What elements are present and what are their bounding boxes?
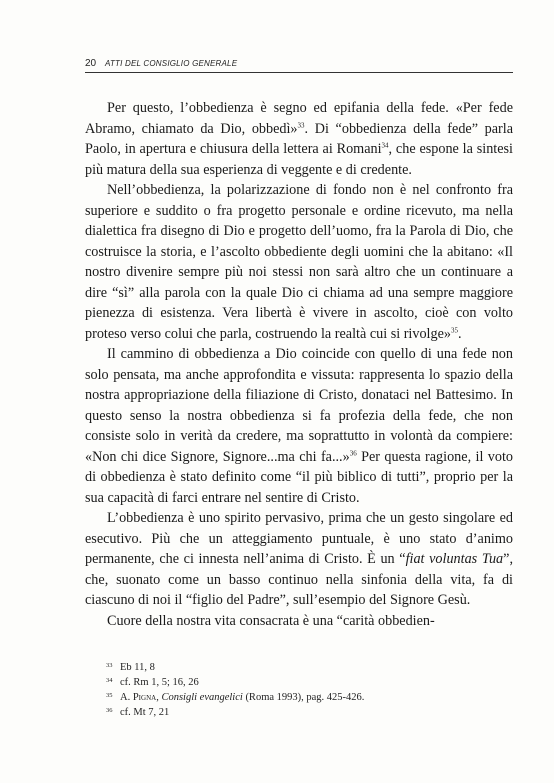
page-number: 20 (85, 58, 97, 69)
footnote-number: 34 (106, 677, 113, 684)
text-run: , che espone la sintesi più matura della sua esperienza di veggente e di credente. (85, 141, 513, 178)
footnote-number: 33 (106, 662, 113, 669)
text-run: A. (120, 692, 133, 703)
footnote-ref: 35 (451, 325, 458, 334)
footnote-number: 36 (106, 707, 113, 714)
body-text (85, 98, 513, 631)
text-run: Il cammino di obbedienza a Dio coincide con quello di una fede non solo pensata, ma anche approfondita e vissuta: rappresenta lo spazio della nostra appropriazione della filiazione di Cristo, donataci nel Battesimo. In questo senso la nostra obbedienza si fa profezia della fede, che non consiste solo in verità da credere, ma soprattutto in volontà da compiere: «Non chi dice Signore, Signore...ma chi fa...» (85, 346, 513, 465)
text-run: Cuore della nostra vita consacrata è una “carità obbedien- (107, 612, 435, 629)
footnote (106, 675, 506, 690)
text-run: ”, che, suonato come un basso continuo nella sinfonia della vita, fa di ciascuno di noi il “figlio del Padre”, sull’esempio del Signore Gesù. (85, 551, 513, 608)
footnote-ref: 33 (297, 120, 305, 129)
paragraph (85, 344, 513, 508)
paragraph (85, 508, 513, 611)
footnote-ref: 34 (381, 141, 389, 150)
footnote-ref: 36 (349, 448, 357, 457)
footnote (106, 705, 506, 720)
footnote-number: 35 (106, 692, 113, 699)
paragraph (85, 611, 513, 632)
footnote (106, 690, 506, 705)
author-name: Pigna (132, 692, 157, 703)
text-run: , (156, 692, 162, 703)
paragraph (85, 98, 513, 180)
text-run: L’obbedienza è uno spirito pervasivo, prima che un gesto singolare ed esecutivo. Più che un atteggiamento puntuale, è uno stato d’animo permanente, che ci innesta nell’anima di Cristo. È un “ (85, 510, 513, 567)
text-run: Per questa ragione, il voto di obbedienza è stato definito come “il più biblico di tutti”, proprio per la sua capacità di farci entrare nel sentire di Cristo. (85, 448, 513, 506)
running-header (85, 58, 513, 73)
italic-text: Consigli evangelici (161, 692, 243, 703)
text-run: Nell’obbedienza, la polarizzazione di fondo non è nel confronto fra superiore e suddito o fra progetto personale e ordine ricevuto, ma nella dialettica fra disegno di Dio e progetto dell’uomo, fra la Parola di Dio, che costruisce la storia, e l’ascolto obbediente degli uomini che la abitano: «Il nostro divenire sempre più noi stessi non sarà altro che un continuare a dire “sì” alla parola con la quale Dio ci chiama ad una sempre maggiore pienezza di esistenza. Vera libertà è vivere in ascolto, cioè con volto proteso verso colui che parla, costruendo la realtà cui si rivolge» (85, 182, 513, 342)
text-run: . Di “obbedienza della fede” parla Paolo, in apertura e chiusura della lettera ai Romani (85, 120, 513, 157)
text-run: (Roma 1993), pag. 425-426. (242, 692, 365, 703)
italic-text: fiat voluntas Tua (405, 551, 504, 567)
paragraph (85, 180, 513, 344)
footnotes (106, 660, 506, 720)
text-run: Eb 11, 8 (120, 662, 155, 673)
text-run: Per questo, l’obbedienza è segno ed epifania della fede. «Per fede Abramo, chiamato da Dio, obbedì» (85, 100, 513, 137)
text-run: cf. Rm 1, 5; 16, 26 (120, 677, 199, 688)
text-run: cf. Mt 7, 21 (120, 707, 170, 718)
footnote (106, 660, 506, 675)
running-title: ATTI DEL CONSIGLIO GENERALE (105, 59, 238, 68)
text-run: . (458, 325, 462, 342)
